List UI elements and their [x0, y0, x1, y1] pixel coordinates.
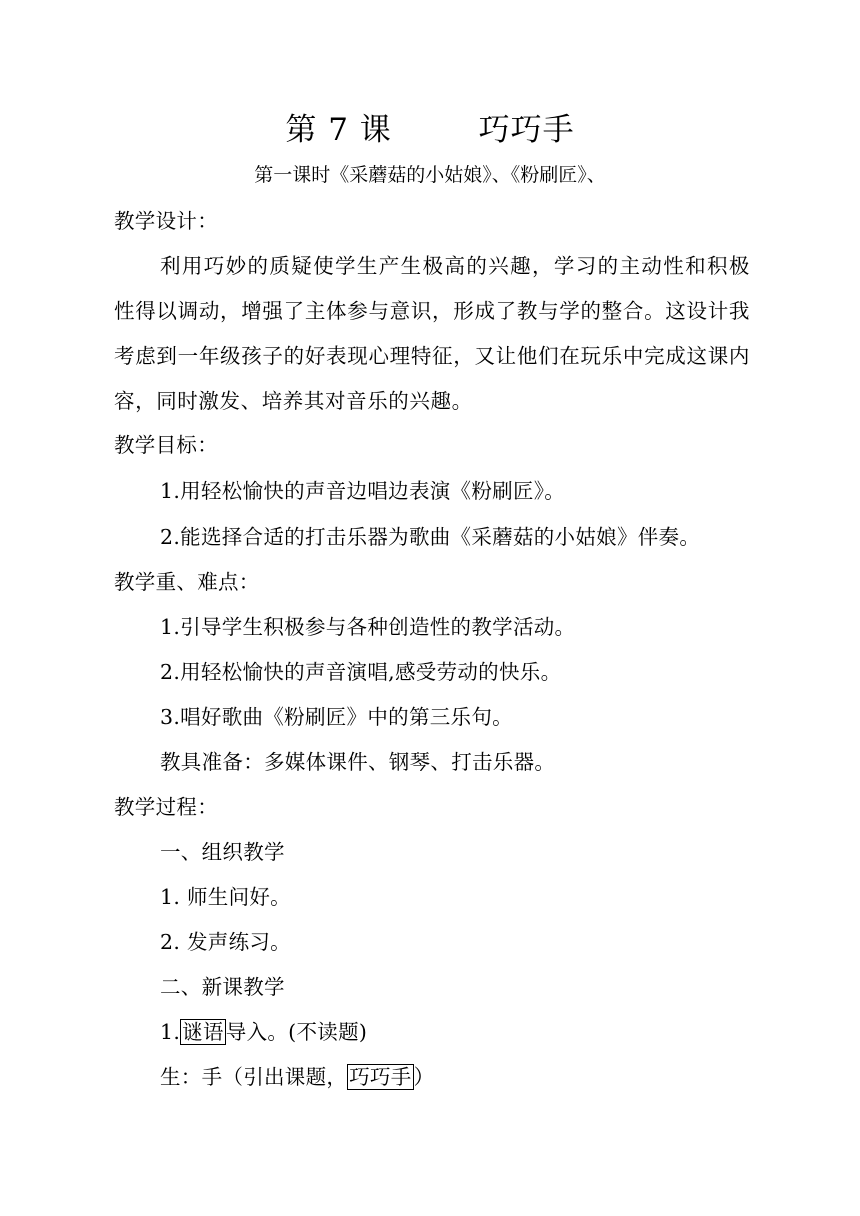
answer-suffix: ） — [413, 1065, 435, 1089]
section-organize: 一、组织教学 — [160, 840, 285, 864]
materials-line: 教具准备：多媒体课件、钢琴、打击乐器。 — [160, 750, 556, 774]
goal-item: 1.用轻松愉快的声音边唱边表演《粉刷匠》。 — [160, 479, 566, 503]
riddle-line — [160, 1015, 367, 1045]
page-title: 第 7 课 巧巧手 — [285, 112, 575, 148]
section-new-lesson: 二、新课教学 — [160, 975, 285, 999]
answer-boxed-title: 巧巧手 — [349, 1065, 412, 1089]
step-vocal-practice: 2. 发声练习。 — [160, 930, 291, 954]
riddle-prefix: 1. — [160, 1020, 181, 1044]
goal-item: 2.能选择合适的打击乐器为歌曲《采蘑菇的小姑娘》伴奏。 — [160, 525, 701, 549]
answer-line — [160, 1060, 434, 1090]
riddle-boxed-word: 谜语 — [182, 1020, 224, 1044]
answer-prefix: 生：手（引出课题， — [160, 1065, 348, 1089]
riddle-suffix: 导入。(不读题) — [225, 1020, 368, 1044]
key-point-item: 3.唱好歌曲《粉刷匠》中的第三乐句。 — [160, 705, 513, 729]
goals-heading: 教学目标： — [114, 433, 218, 457]
key-point-item: 2.用轻松愉快的声音演唱,感受劳动的快乐。 — [160, 660, 562, 684]
key-point-item: 1.引导学生积极参与各种创造性的教学活动。 — [160, 615, 576, 639]
process-heading: 教学过程： — [114, 795, 218, 819]
design-paragraph: 利用巧妙的质疑使学生产生极高的兴趣，学习的主动性和积极性得以调动，增强了主体参与意识，形成了教与学的整合。这设计我考虑到一年级孩子的好表现心理特征，又让他们在玩乐中完成这课内容，同时激发、培养其对音乐的兴趣。 — [114, 254, 750, 413]
design-heading: 教学设计： — [114, 209, 218, 233]
key-points-heading: 教学重、难点： — [114, 570, 260, 594]
step-greeting: 1. 师生问好。 — [160, 885, 291, 909]
lesson-subtitle: 第一课时《采蘑菇的小姑娘》、《粉刷匠》、 — [254, 164, 606, 186]
